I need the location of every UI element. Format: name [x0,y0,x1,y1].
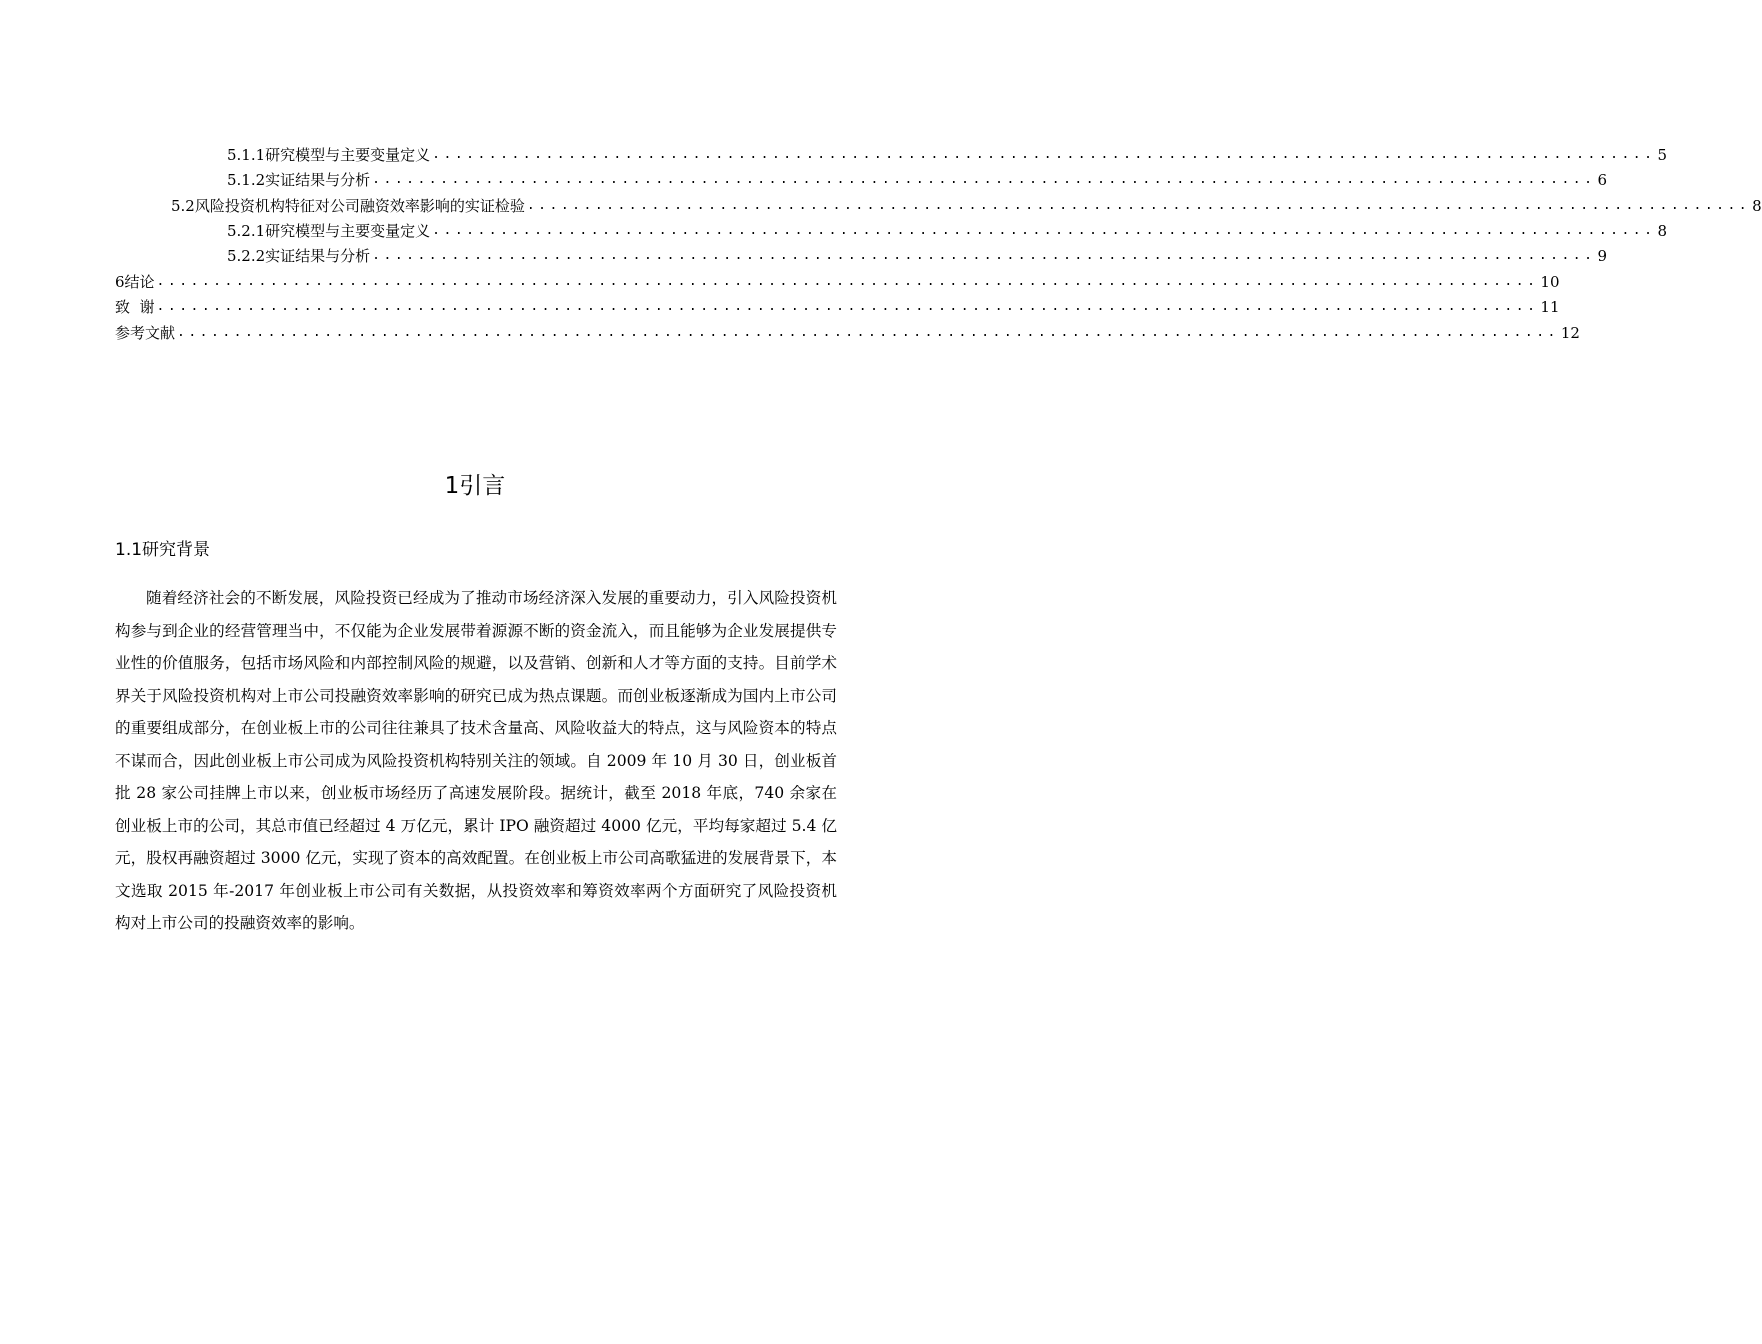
toc-entry-page: 5 [1657,146,1667,164]
toc-leader-dots: .......................................................................................................................... [156,274,1539,289]
toc-entry[interactable] [227,143,1667,167]
toc-entry[interactable] [227,244,1607,268]
toc-entry[interactable] [227,168,1607,192]
toc-entry-page: 6 [1597,171,1607,189]
toc-leader-dots: ............................................................................................................ [526,198,1751,213]
toc-entry-title: 5.2.2实证结果与分析 [227,247,371,265]
toc-leader-dots: ............................................................................................................ [432,223,1656,238]
toc-entry[interactable] [115,295,1560,319]
toc-leader-dots: ............................................................................................................ [372,248,1596,263]
section-title: 1.1研究背景 [115,540,211,560]
toc-entry-page: 9 [1597,247,1607,265]
toc-leader-dots: ............................................................................................................ [432,147,1656,162]
toc-entry[interactable] [115,321,1580,345]
toc-entry-title: 致 谢 [115,298,155,316]
toc-entry-title: 5.1.1研究模型与主要变量定义 [227,146,431,164]
toc-leader-dots: .......................................................................................................................... [156,299,1539,314]
toc-entry-title: 参考文献 [115,324,176,342]
toc-entry-title: 5.2.1研究模型与主要变量定义 [227,222,431,240]
toc-entry-page: 8 [1752,197,1762,215]
toc-entry-title: 5.2风险投资机构特征对公司融资效率影响的实证检验 [171,197,525,215]
toc-entry-page: 10 [1540,273,1560,291]
toc-entry-page: 11 [1540,298,1560,316]
toc-entry[interactable] [171,194,1762,218]
toc-entry-title: 6结论 [115,273,155,291]
toc-leader-dots: ............................................................................................................ [372,172,1596,187]
body-paragraph: 随着经济社会的不断发展，风险投资已经成为了推动市场经济深入发展的重要动力，引入风险投资机构参与到企业的经营管理当中，不仅能为企业发展带着源源不断的资金流入，而且能够为企业发展提供专业性的价值服务，包括市场风险和内部控制风险的规避，以及营销、创新和人才等方面的支持。目前学术界关于风险投资机构对上市公司投融资效率影响的研究已成为热点课题。而创业板逐渐成为国内上市公司的重要组成部分，在创业板上市的公司往往兼具了技术含量高、风险收益大的特点，这与风险资本的特点不谋而合，因此创业板上市公司成为风险投资机构特别关注的领域。自 2009 年 10 月 30 日，创业板首批 28 家公司挂牌上市以来，创业板市场经历了高速发展阶段。据统计，截至 2018 年底，740 余家在创业板上市的公司，其总市值已经超过 4 万亿元，累计 IPO 融资超过 4000 亿元，平均每家超过 5.4 亿元，股权再融资超过 3000 亿元，实现了资本的高效配置。在创业板上市公司高歌猛进的发展背景下，本文选取 2015 年-2017 年创业板上市公司有关数据，从投资效率和筹资效率两个方面研究了风险投资机构对上市公司的投融资效率的影响。 [115,589,837,932]
toc-entry[interactable] [115,270,1560,294]
toc-entry-page: 12 [1560,324,1580,342]
chapter-title: 1引言 [444,473,506,499]
toc-leader-dots: .......................................................................................................................... [177,325,1559,340]
toc-entry-page: 8 [1657,222,1667,240]
toc-entry[interactable] [227,219,1667,243]
toc-entry-title: 5.1.2实证结果与分析 [227,171,371,189]
